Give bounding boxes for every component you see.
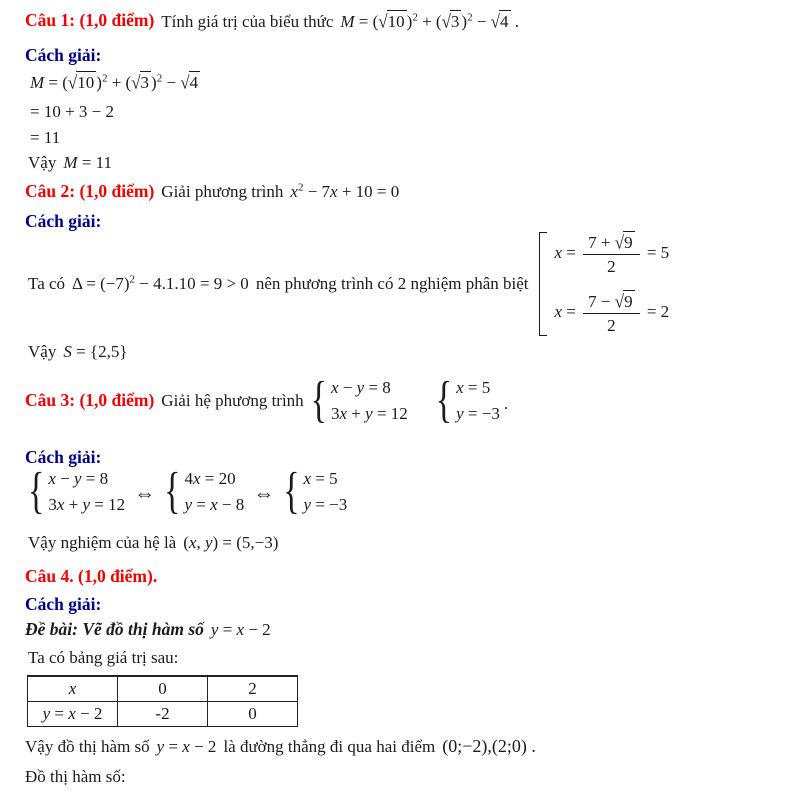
q3-period: .: [503, 394, 509, 414]
question-2-number: Câu 2: (1,0 điểm): [25, 181, 155, 201]
q2-conclusion-math: S = {2,5}: [63, 342, 128, 361]
q3-chain-system-3: { x = 5 y = −3: [283, 463, 348, 519]
q3-conclusion: [28, 532, 278, 553]
q1-conclusion: [28, 152, 112, 173]
question-4-heading-line: [25, 566, 157, 588]
solution-label: Cách giải:: [25, 45, 102, 65]
value-table: [27, 675, 298, 727]
q1-step-1: M = (√10 )$^2$ + (√3 )$^2$ − √4: [30, 72, 199, 93]
q3-solution-chain: [28, 463, 348, 519]
left-brace-icon: {: [435, 372, 453, 428]
q2-delta-math: $\Delta = (-7)^2 - 4.1.10 = 9 > 0$: [72, 273, 249, 293]
question-1-intro: Tính giá trị của biểu thức: [161, 11, 334, 31]
q1-step-3: = 11: [30, 128, 61, 147]
q4-value-table-wrap: [27, 675, 298, 727]
table-cell: 0: [118, 676, 208, 701]
q4-conclusion-math2: (0;−2),(2;0) .: [442, 736, 536, 756]
q2-conclusion: [28, 341, 128, 362]
iff-arrow-icon: ⇔: [253, 480, 275, 505]
question-2-intro: Giải phương trình: [161, 182, 284, 202]
q4-conclusion: [25, 735, 536, 758]
q2-conclusion-text: Vậy: [28, 342, 57, 361]
question-3-intro: Giải hệ phương trình: [161, 391, 304, 411]
left-brace-icon: {: [310, 372, 327, 428]
solution-label: Cách giải:: [25, 211, 102, 231]
q4-problem-line: [25, 619, 271, 641]
q1-solution-label-line: [25, 45, 101, 67]
q4-problem-math: y = x − 2: [210, 620, 271, 640]
q2-roots: [555, 231, 670, 336]
q4-table-intro: Ta có bảng giá trị sau:: [28, 648, 179, 667]
q1-conclusion-text: Vậy: [28, 153, 57, 172]
question-1-heading-line: [25, 10, 519, 32]
q1-step-2: = 10 + 3 − 2: [30, 102, 115, 121]
question-3-number: Câu 3: (1,0 điểm): [25, 389, 155, 410]
question-2-expression: $x^2 - 7x + 10 = 0$: [290, 181, 400, 202]
question-1-expression: M = (√10 )$^2$ + (√3 )$^2$ − √4 .: [340, 11, 520, 32]
question-3-heading-line: [25, 372, 509, 428]
q2-text-after: nên phương trình có 2 nghiệm phân biệt: [255, 273, 529, 293]
q4-problem-label: Đề bài: Vẽ đồ thị hàm số: [25, 619, 204, 639]
q1-conclusion-math: M = 11: [63, 153, 112, 172]
table-cell: x: [28, 676, 118, 701]
left-brace-icon: {: [164, 463, 181, 519]
q3-system-answer: { x = 5 y = −3: [435, 372, 500, 428]
table-cell: 2: [208, 676, 298, 701]
q4-conclusion-math1: y = x − 2: [156, 736, 217, 756]
big-left-bracket: [539, 232, 547, 336]
table-cell: -2: [118, 701, 208, 726]
q2-root-1: x = $\frac{7 + √9}{2}$ = 5: [554, 232, 670, 277]
q4-solution-label-line: [25, 594, 101, 616]
q4-conclusion-pre: Vậy đồ thị hàm số: [25, 736, 150, 756]
q3-system-given: { x − y = 8 3x + y = 12: [310, 372, 408, 428]
question-2-heading-line: [25, 181, 399, 203]
q2-solution-label-line: [25, 211, 101, 233]
solution-label: Cách giải:: [25, 447, 102, 467]
iff-arrow-icon: ⇔: [134, 480, 156, 505]
q2-text-before: Ta có: [28, 273, 66, 293]
table-cell: y = x − 2: [28, 701, 118, 726]
q3-conclusion-math: (x, y) = (5,−3): [183, 533, 279, 552]
left-brace-icon: {: [283, 463, 300, 519]
solution-label: Cách giải:: [25, 594, 102, 614]
q3-conclusion-text: Vậy nghiệm của hệ là: [28, 533, 177, 552]
q3-chain-system-2: { 4x = 20 y = x − 8: [164, 463, 245, 519]
q3-chain-system-1: { x − y = 8 3x + y = 12: [28, 463, 126, 519]
q4-graph-label: Đồ thị hàm số:: [25, 767, 126, 786]
table-cell: 0: [208, 701, 298, 726]
question-4-number: Câu 4. (1,0 điểm).: [25, 566, 158, 586]
q2-delta-line: [28, 231, 669, 336]
q2-root-2: x = $\frac{7 - √9}{2}$ = 2: [554, 290, 670, 335]
table-row: [28, 701, 298, 726]
question-1-number: Câu 1: (1,0 điểm): [25, 10, 155, 31]
left-brace-icon: {: [28, 463, 45, 519]
table-row: [28, 676, 298, 701]
q4-conclusion-mid: là đường thẳng đi qua hai điểm: [223, 736, 436, 756]
